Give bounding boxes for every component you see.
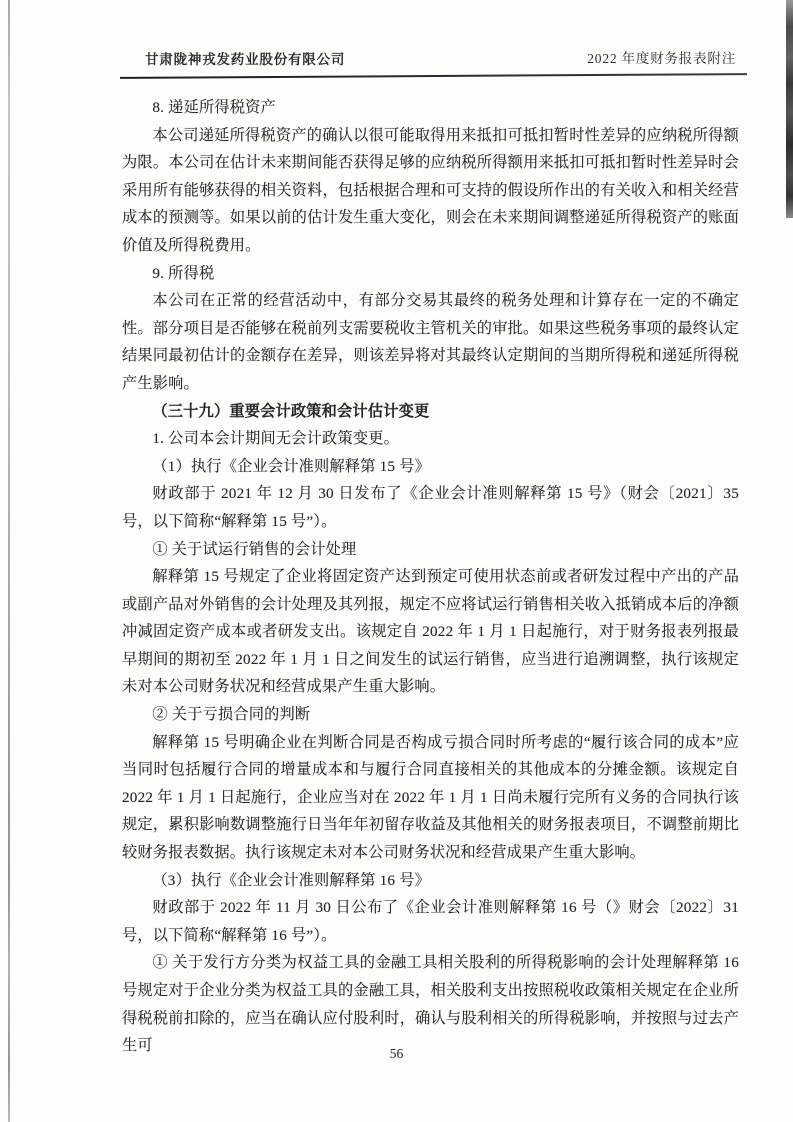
document-body (122, 94, 739, 1060)
heading-interpretation-16: （3）执行《企业会计准则解释第 16 号》 (152, 871, 430, 889)
heading-onerous-contracts: ② 关于亏损合同的判断 (152, 706, 311, 724)
paragraph-interpretation-15-issued: 财政部于 2021 年 12 月 30 日发布了《企业会计准则解释第 15 号》（财会〔2021〕35 号，以下简称“解释第 15 号”）。 (122, 485, 739, 530)
header-company-name: 甘肃陇神戎发药业股份有限公司 (145, 52, 346, 67)
header-divider (120, 73, 747, 79)
heading-deferred-tax-assets: 8. 递延所得税资产 (152, 99, 276, 116)
scan-left-edge-artifact (8, 0, 10, 1122)
paragraph-equity-instrument-dividends: ① 关于发行方分类为权益工具的金融工具相关股利的所得税影响的会计处理解释第 16 号规定对于企业分类为权益工具的金融工具，相关股利支出按照税收政策相关规定在企业所得税税前扣除的，应当在确认应付股利时，确认与股利相关的所得税影响，并按照与过去产生可 (122, 954, 739, 1055)
paragraph-interpretation-16-issued: 财政部于 2022 年 11 月 30 日公布了《企业会计准则解释第 16 号（》财会〔2022〕31 号，以下简称“解释第 16 号”）。 (122, 899, 739, 944)
header-report-title: 2022 年度财务报表附注 (587, 51, 736, 66)
paragraph-no-policy-change: 1. 公司本会计期间无会计政策变更。 (152, 430, 399, 448)
scan-right-edge-artifact (786, 0, 793, 218)
section-heading-39: （三十九）重要会计政策和会计估计变更 (152, 402, 430, 420)
heading-trial-run-sales: ① 关于试运行销售的会计处理 (152, 540, 357, 558)
heading-interpretation-15: （1）执行《企业会计准则解释第 15 号》 (152, 457, 430, 475)
page-number: 56 (389, 1046, 404, 1061)
paragraph-income-tax: 本公司在正常的经营活动中，有部分交易其最终的税务处理和计算存在一定的不确定性。部分项目是否能够在税前列支需要税收主管机关的审批。如果这些税务事项的最终认定结果同最初估计的金额存在差异，则该差异将对其最终认定期间的当期所得税和递延所得税产生影响。 (122, 292, 739, 392)
heading-income-tax: 9. 所得税 (152, 264, 215, 282)
paragraph-deferred-tax-assets: 本公司递延所得税资产的确认以很可能取得用来抵扣可抵扣暂时性差异的应纳税所得额为限。本公司在估计未来期间能否获得足够的应纳税所得额用来抵扣可抵扣暂时性差异时会采用所有能够获得的相关资料，包括根据合理和可支持的假设所作出的有关收入和相关经营成本的预测等。如果以前的估计发生重大变化，则会在未来期间调整递延所得税资产的账面价值及所得税费用。 (122, 126, 739, 254)
paragraph-onerous-contracts: 解释第 15 号明确企业在判断合同是否构成亏损合同时所考虑的“履行该合同的成本”应当同时包括履行合同的增量成本和与履行合同直接相关的其他成本的分摊金额。该规定自 2022 年 1 月 1 日起施行，企业应当对在 2022 年 1 月 1 日尚未履行完所有义务的合同执行该规定，累积影响数调整施行日当年年初留存收益及其他相关的财务报表项目，不调整前期比较财务报表数据。执行该规定未对本公司财务状况和经营成果产生重大影响。 (122, 733, 739, 862)
paragraph-trial-run-sales: 解释第 15 号规定了企业将固定资产达到预定可使用状态前或者研发过程中产出的产品或副产品对外销售的会计处理及其列报，规定不应将试运行销售相关收入抵销成本后的净额冲减固定资产成本或者研发支出。该规定自 2022 年 1 月 1 日起施行，对于财务报表列报最早期间的期初至 2022 年 1 月 1 日之间发生的试运行销售，应当进行追溯调整，执行该规定未对本公司财务状况和经营成果产生重大影响。 (122, 568, 739, 696)
